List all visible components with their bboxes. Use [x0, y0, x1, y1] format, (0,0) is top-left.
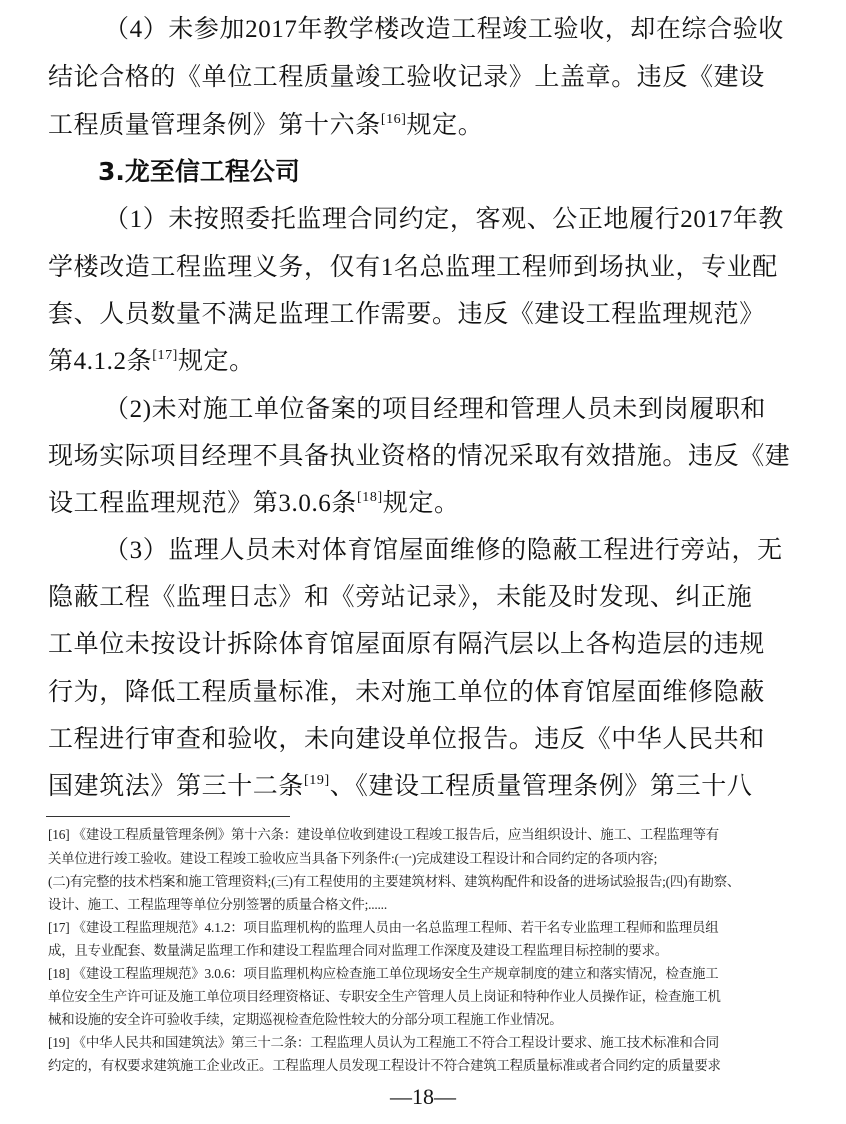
footnote-19-line: [19] 《中华人民共和国建筑法》第三十二条：工程监理人员认为工程施工不符合工程设计要求、施工技术标准和合同 — [48, 1035, 719, 1050]
line-text: 工程质量管理条例》第十六条 — [48, 112, 381, 139]
footnote-16-line: (二)有完整的技术档案和施工管理资料;(三)有工程使用的主要建筑材料、建筑构配件和设备的进场试验报告;(四)有勘察、 — [48, 874, 741, 889]
footnote-16-line: 关单位进行竣工验收。建设工程竣工验收应当具备下列条件:(一)完成建设工程设计和合同约定的各项内容; — [48, 851, 658, 866]
footnote-ref-18[interactable]: [18] — [357, 490, 383, 505]
line-text: 国建筑法》第三十二条 — [48, 773, 305, 800]
line-text: 规定。 — [406, 112, 484, 139]
paragraph-line: （1）未按照委托监理合同约定，客观、公正地履行2017年教 — [104, 206, 784, 233]
footnote-17-line: [17] 《建设工程监理规范》4.1.2：项目监理机构的监理人员由一名总监理工程师、若干名专业监理工程师和监理员组 — [48, 920, 719, 935]
paragraph-line: 套、人员数量不满足监理工作需要。违反《建设工程监理规范》 — [48, 301, 765, 328]
line-text: 设工程监理规范》第3.0.6条 — [48, 490, 358, 517]
footnote-18-line: [18] 《建设工程监理规范》3.0.6：项目监理机构应检查施工单位现场安全生产规章制度的建立和落实情况，检查施工 — [48, 966, 719, 981]
footnote-separator — [46, 816, 290, 817]
paragraph-line: （2)未对施工单位备案的项目经理和管理人员未到岗履职和 — [104, 396, 767, 423]
footnote-18-line: 单位安全生产许可证及施工单位项目经理资格证、专职安全生产管理人员上岗证和特种作业人员操作证，检查施工机 — [48, 989, 721, 1004]
paragraph-line: 结论合格的《单位工程质量竣工验收记录》上盖章。违反《建设 — [48, 64, 765, 91]
footnote-16-line: [16] 《建设工程质量管理条例》第十六条：建设单位收到建设工程竣工报告后，应当组织设计、施工、工程监理等有 — [48, 827, 719, 842]
footnote-19-line: 约定的，有权要求建筑施工企业改正。工程监理人员发现工程设计不符合建筑工程质量标准或者合同约定的质量要求 — [48, 1058, 721, 1073]
line-text: 规定。 — [177, 348, 255, 375]
paragraph-line: 工程进行审查和验收，未向建设单位报告。违反《中华人民共和 — [48, 726, 765, 753]
paragraph-line — [48, 772, 800, 802]
paragraph-line: （4）未参加2017年教学楼改造工程竣工验收，却在综合验收 — [104, 16, 784, 43]
paragraph-line: 行为，降低工程质量标准，未对施工单位的体育馆屋面维修隐蔽 — [48, 679, 765, 706]
footnote-17-line: 成，且专业配套、数量满足监理工作和建设工程监理合同对监理工作深度及建设工程监理目标控制的要求。 — [48, 943, 668, 958]
section-heading: 3.龙至信工程公司 — [98, 157, 300, 186]
page-number: —18— — [390, 1084, 456, 1109]
paragraph-line: （3）监理人员未对体育馆屋面维修的隐蔽工程进行旁站，无 — [104, 537, 783, 564]
footnote-18-line: 械和设施的安全许可验收手续，定期巡视检查危险性较大的分部分项工程施工作业情况。 — [48, 1012, 563, 1027]
footnote-ref-16[interactable]: [16] — [380, 112, 407, 127]
footnote-ref-17[interactable]: [17] — [152, 348, 178, 363]
paragraph-line: 隐蔽工程《监理日志》和《旁站记录》，未能及时发现、纠正施 — [48, 584, 753, 611]
paragraph-line: 学楼改造工程监理义务，仅有1名总监理工程师到场执业，专业配 — [48, 254, 778, 281]
paragraph-line — [48, 489, 800, 519]
line-text: 规定。 — [382, 490, 460, 517]
line-text: 第4.1.2条 — [48, 348, 153, 375]
footnote-16-line: 设计、施工、工程监理等单位分别签署的质量合格文件;...... — [48, 897, 387, 912]
paragraph-line: 现场实际项目经理不具备执业资格的情况采取有效措施。违反《建 — [48, 443, 791, 470]
line-text: 、《建设工程质量管理条例》第三十八 — [329, 773, 753, 800]
paragraph-line: 工单位未按设计拆除体育馆屋面原有隔汽层以上各构造层的违规 — [48, 631, 765, 658]
paragraph-line — [48, 111, 800, 141]
paragraph-line — [48, 347, 800, 377]
footnote-ref-19[interactable]: [19] — [304, 773, 330, 788]
